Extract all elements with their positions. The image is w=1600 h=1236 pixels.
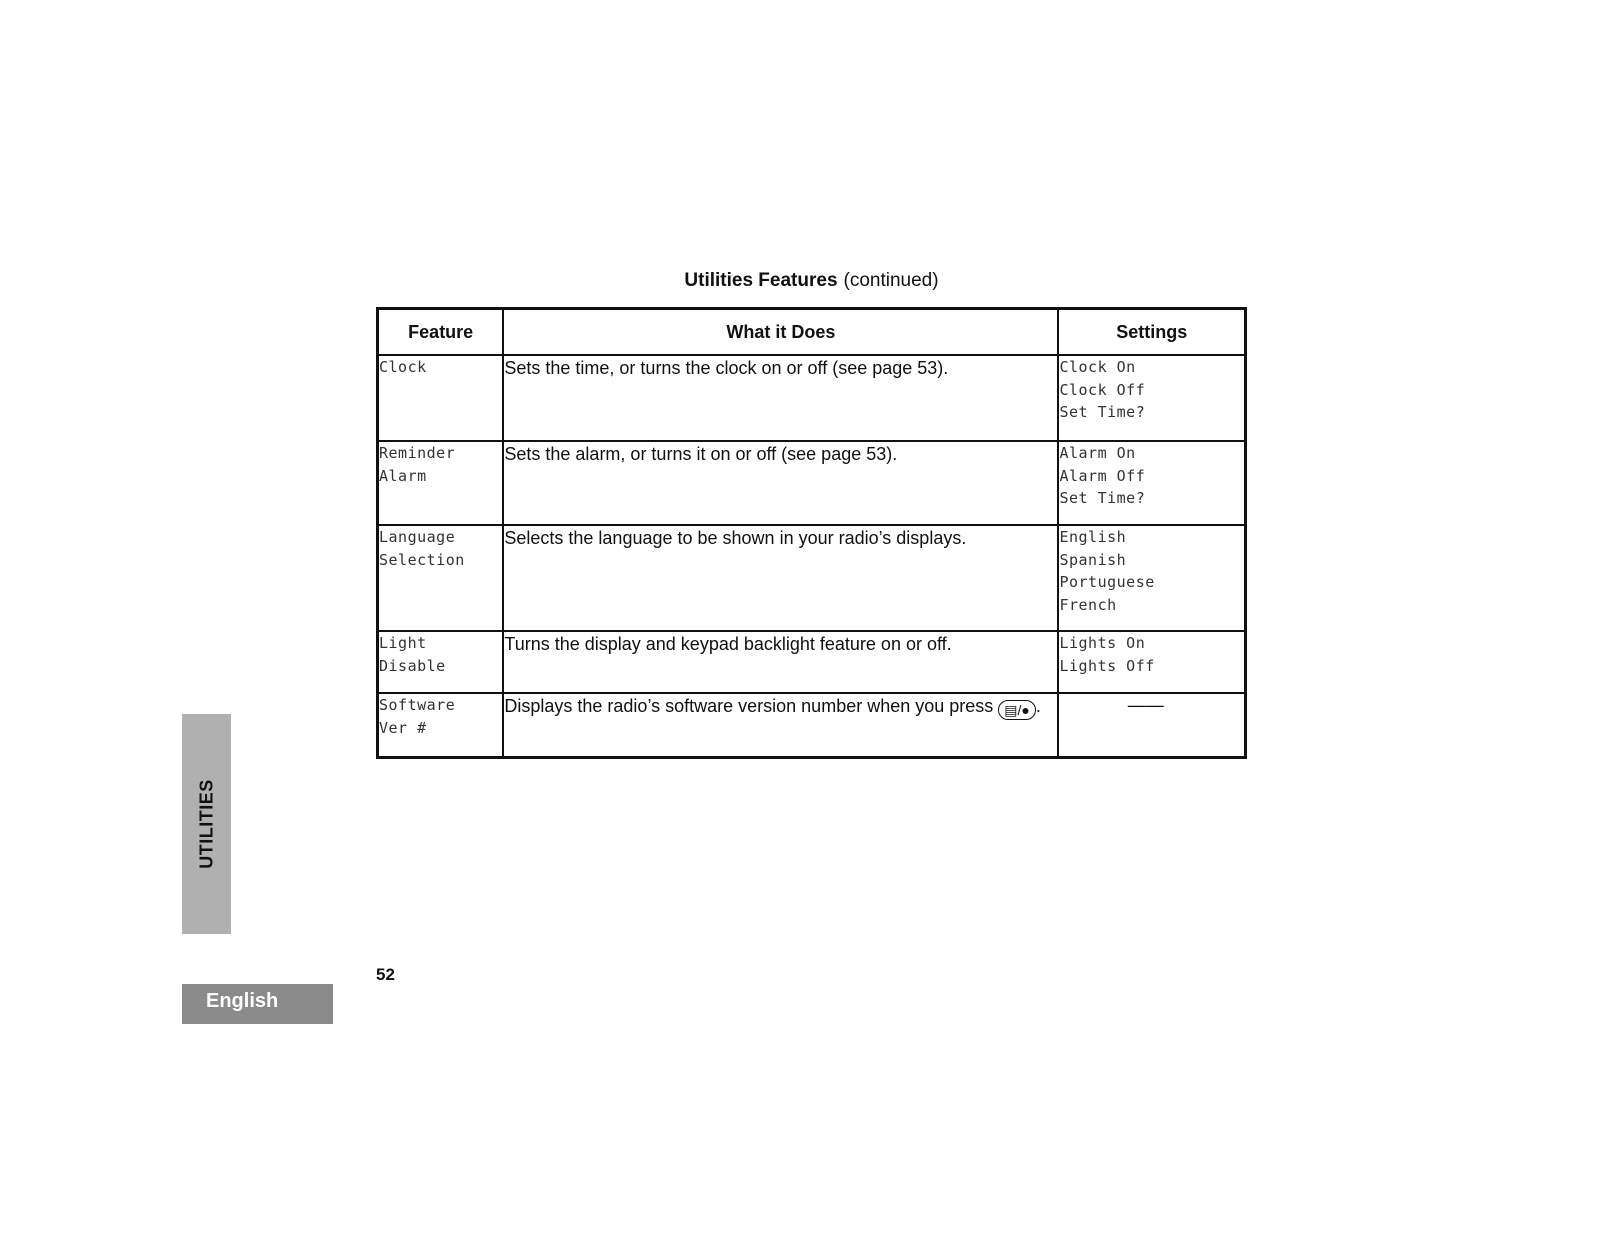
page-title-main: Utilities Features <box>684 270 838 291</box>
setting-option: Lights Off <box>1059 656 1155 675</box>
feature-cell <box>378 355 504 441</box>
setting-option: French <box>1059 595 1117 614</box>
table-row <box>378 525 1246 631</box>
description-cell <box>503 693 1058 758</box>
description-cell: Sets the alarm, or turns it on or off (see page 53). <box>503 441 1058 525</box>
header-feature: Feature <box>378 309 504 356</box>
setting-option: Portuguese <box>1059 573 1155 591</box>
page-number: 52 <box>376 965 395 984</box>
utilities-features-table <box>376 307 1247 759</box>
description-end: . <box>1035 696 1041 716</box>
feature-line: Disable <box>379 656 446 675</box>
settings-cell <box>1058 441 1245 525</box>
feature-line: Language <box>379 528 456 546</box>
setting-option: Lights On <box>1059 634 1146 652</box>
setting-option: Spanish <box>1059 550 1127 569</box>
table-row <box>378 441 1246 525</box>
description-cell: Selects the language to be shown in your radio’s displays. <box>503 525 1058 631</box>
page-title-suffix: (continued) <box>843 270 939 291</box>
description-cell: Sets the time, or turns the clock on or off (see page 53). <box>503 355 1058 441</box>
header-what-it-does: What it Does <box>503 309 1058 356</box>
feature-line: Light <box>379 634 427 652</box>
table-row <box>378 631 1246 693</box>
header-settings: Settings <box>1058 309 1245 356</box>
feature-line: Reminder <box>379 444 456 462</box>
setting-option: Clock On <box>1059 358 1136 376</box>
description-text: Displays the radio’s software version number when you press <box>504 696 994 716</box>
setting-option: Alarm Off <box>1059 466 1146 485</box>
feature-cell <box>378 441 504 525</box>
feature-cell <box>378 631 504 693</box>
settings-cell <box>1058 631 1245 693</box>
no-setting-dash: —— <box>1127 695 1164 715</box>
description-cell: Turns the display and keypad backlight feature on or off. <box>503 631 1058 693</box>
menu-select-key-icon: ▤/● <box>998 700 1036 720</box>
setting-option: English <box>1059 528 1127 546</box>
feature-line: Clock <box>379 358 427 376</box>
table-row <box>378 693 1246 758</box>
settings-cell <box>1058 355 1245 441</box>
setting-option: Clock Off <box>1059 380 1146 399</box>
table-header-row <box>378 309 1246 356</box>
feature-line: Alarm <box>379 466 427 485</box>
setting-option: Set Time? <box>1059 403 1146 421</box>
feature-cell <box>378 693 504 758</box>
feature-cell <box>378 525 504 631</box>
feature-line: Selection <box>379 550 465 569</box>
feature-line: Ver # <box>379 718 427 737</box>
settings-cell <box>1058 525 1245 631</box>
setting-option: Set Time? <box>1059 489 1146 507</box>
section-side-tab <box>182 714 231 934</box>
page-title <box>376 270 1247 292</box>
settings-cell <box>1058 693 1245 758</box>
setting-option: Alarm On <box>1059 444 1136 462</box>
section-side-tab-label: UTILITIES <box>196 779 216 869</box>
language-tab: English <box>182 984 333 1024</box>
table-row <box>378 355 1246 441</box>
feature-line: Software <box>379 696 456 714</box>
